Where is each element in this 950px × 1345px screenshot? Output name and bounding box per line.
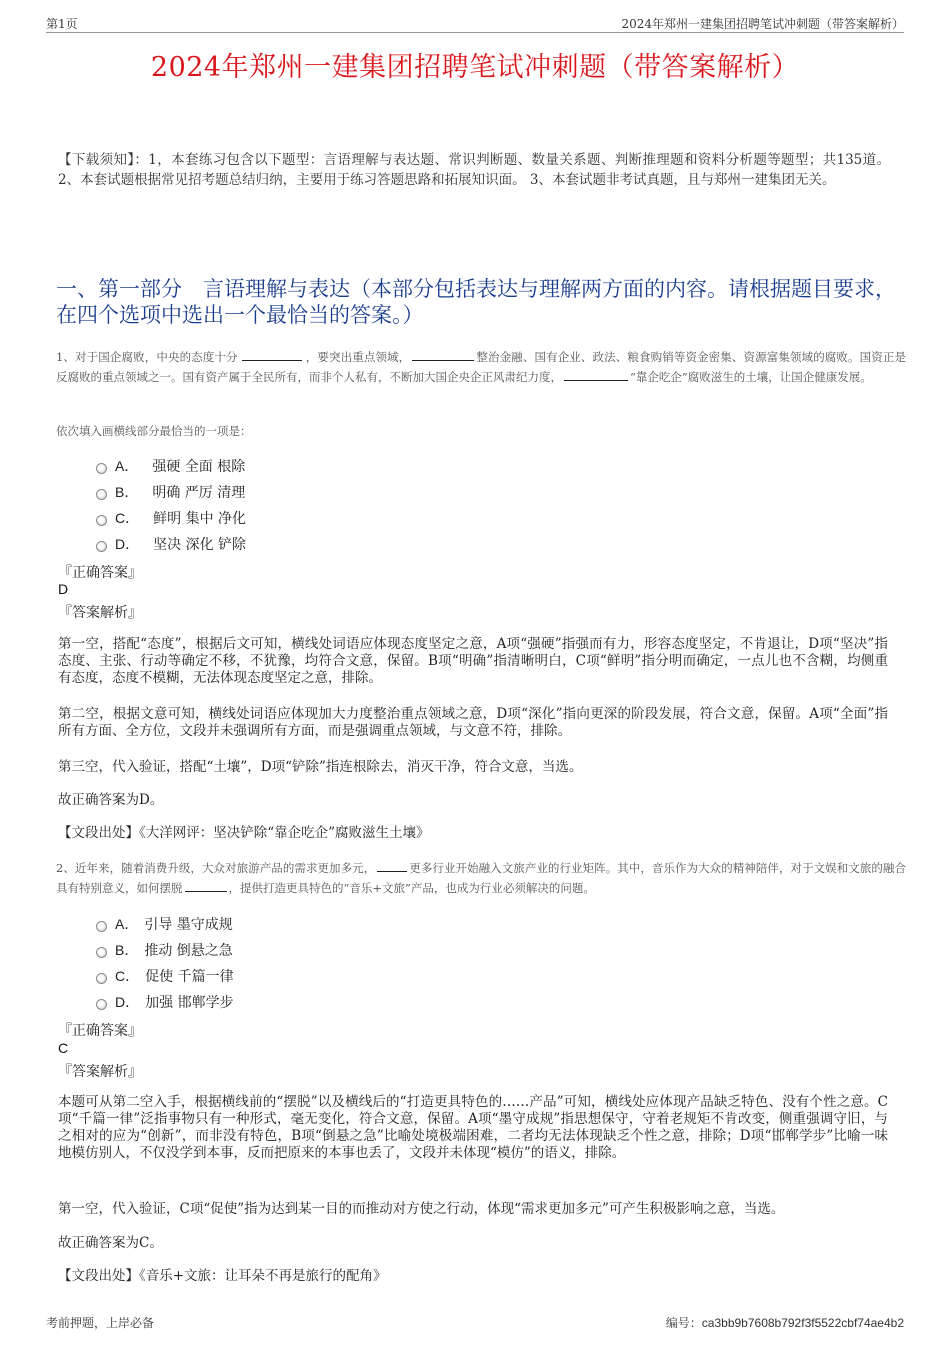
q2-answer: C	[58, 1040, 69, 1056]
q1-option-d[interactable]: D． 坚决 深化 铲除	[96, 534, 246, 554]
radio-icon[interactable]	[96, 463, 107, 474]
q2-analysis-paragraph: 第一空，代入验证，C项“促使”指为达到某一目的而推动对方使之行动，体现“需求更加多元”可产生积极影响之意，当选。	[58, 1201, 785, 1217]
question-1-instruction: 依次填入画横线部分最恰当的一项是：	[56, 424, 252, 438]
radio-icon[interactable]	[96, 947, 107, 958]
radio-icon[interactable]	[96, 515, 107, 526]
q1-analysis-paragraph: 第二空，根据文意可知，横线处词语应体现加大力度整治重点领域之意，D项“深化”指向更深的阶段发展，符合文意，保留。A项“全面”指所有方面、全方位，文段并未强调所有方面，而是强调重点领域，与文意不符，排除。	[58, 706, 888, 739]
q1-source: 【文段出处】《大洋网评：坚决铲除“靠企吃企”腐败滋生土壤》	[58, 825, 430, 841]
footer-slogan: 考前押题，上岸必备	[46, 1316, 155, 1330]
q2-analysis-label: 『答案解析』	[58, 1064, 142, 1080]
footer-code: 编号：ca3bb9b7608b792f3f5522cbf74ae4b2	[665, 1316, 904, 1330]
question-1-stem: 1、对于国企腐败，中央的态度十分 ，要突出重点领域， 整治金融、国有企业、政法、粮食购销等资金密集、资源富集领域的腐败。国资正是反腐败的重点领域之一。国有资产属于全民所有，而非个人私有，不断加大国企央企正风肃纪力度， “靠企吃企”腐败滋生的土壤，让国企健康发展。	[56, 350, 906, 384]
radio-icon[interactable]	[96, 921, 107, 932]
q1-analysis-paragraph: 第一空，搭配“态度”，根据后文可知，横线处词语应体现态度坚定之意，A项“强硬”指强而有力，形容态度坚定，不肯退让，D项“坚决”指态度、主张、行动等确定不移，不犹豫，均符合文意，保留。B项“明确”指清晰明白，C项“鲜明”指分明而确定，一点儿也不含糊，均侧重有态度，态度不模糊，无法体现态度坚定之意，排除。	[58, 636, 888, 686]
radio-icon[interactable]	[96, 999, 107, 1010]
q2-option-c[interactable]: C． 促使 千篇一律	[96, 966, 234, 986]
q1-option-a[interactable]: A． 强硬 全面 根除	[96, 456, 245, 476]
document-title: 2024年郑州一建集团招聘笔试冲刺题（带答案解析）	[150, 52, 800, 83]
running-title: 2024年郑州一建集团招聘笔试冲刺题（带答案解析）	[621, 17, 904, 31]
q1-option-c[interactable]: C． 鲜明 集中 净化	[96, 508, 246, 528]
q2-option-b[interactable]: B． 推动 倒悬之急	[96, 940, 233, 960]
question-2-stem: 2、近年来，随着消费升级，大众对旅游产品的需求更加多元， 更多行业开始融入文旅产业的行业矩阵。其中，音乐作为大众的精神陪伴，对于文娱和文旅的融合具有特别意义，如何摆脱 ，提供打造更具特色的“音乐+文旅”产品，也成为行业必须解决的问题。	[56, 861, 906, 895]
q2-option-d[interactable]: D． 加强 邯郸学步	[96, 992, 234, 1012]
q2-conclusion: 故正确答案为C。	[58, 1235, 163, 1251]
q2-option-a[interactable]: A． 引导 墨守成规	[96, 914, 233, 934]
q1-answer: D	[58, 581, 69, 597]
download-notice: 【下载须知】：1，本套练习包含以下题型：言语理解与表达题、常识判断题、数量关系题、判断推理题和资料分析题等题型；共135道。 2、本套试题根据常见招考题总结归纳，主要用于练习答题思路和拓展知识面。 3、本套试题非考试真题，且与郑州一建集团无关。	[58, 152, 890, 188]
q1-option-b[interactable]: B． 明确 严厉 清理	[96, 482, 245, 502]
q1-conclusion: 故正确答案为D。	[58, 792, 164, 808]
radio-icon[interactable]	[96, 541, 107, 552]
radio-icon[interactable]	[96, 973, 107, 984]
radio-icon[interactable]	[96, 489, 107, 500]
q1-analysis-label: 『答案解析』	[58, 605, 142, 621]
q2-source: 【文段出处】《音乐+文旅：让耳朵不再是旅行的配角》	[58, 1268, 387, 1284]
q1-answer-label: 『正确答案』	[58, 565, 142, 581]
header-divider	[46, 32, 904, 33]
q1-analysis-paragraph: 第三空，代入验证，搭配“土壤”，D项“铲除”指连根除去，消灭干净，符合文意，当选。	[58, 759, 583, 775]
section-heading: 一、第一部分 言语理解与表达（本部分包括表达与理解两方面的内容。请根据题目要求，在四个选项中选出一个最恰当的答案。）	[56, 277, 896, 327]
q2-analysis-paragraph: 本题可从第二空入手，根据横线前的“摆脱”以及横线后的“打造更具特色的……产品”可知，横线处应体现产品缺乏特色、没有个性之意。C项“千篇一律”泛指事物只有一种形式，毫无变化，符合文意，保留。A项“墨守成规”指思想保守，守着老规矩不肯改变，侧重强调守旧，与之相对的应为“创新”，而非没有特色，B项“倒悬之急”比喻处境极端困难，二者均无法体现缺乏个性之意，排除；D项“邯郸学步”比喻一味地模仿别人，不仅没学到本事，反而把原来的本事也丢了，文段并未体现“模仿”的语义，排除。	[58, 1094, 888, 1161]
q2-answer-label: 『正确答案』	[58, 1023, 142, 1039]
page-number: 第1页	[46, 17, 78, 31]
